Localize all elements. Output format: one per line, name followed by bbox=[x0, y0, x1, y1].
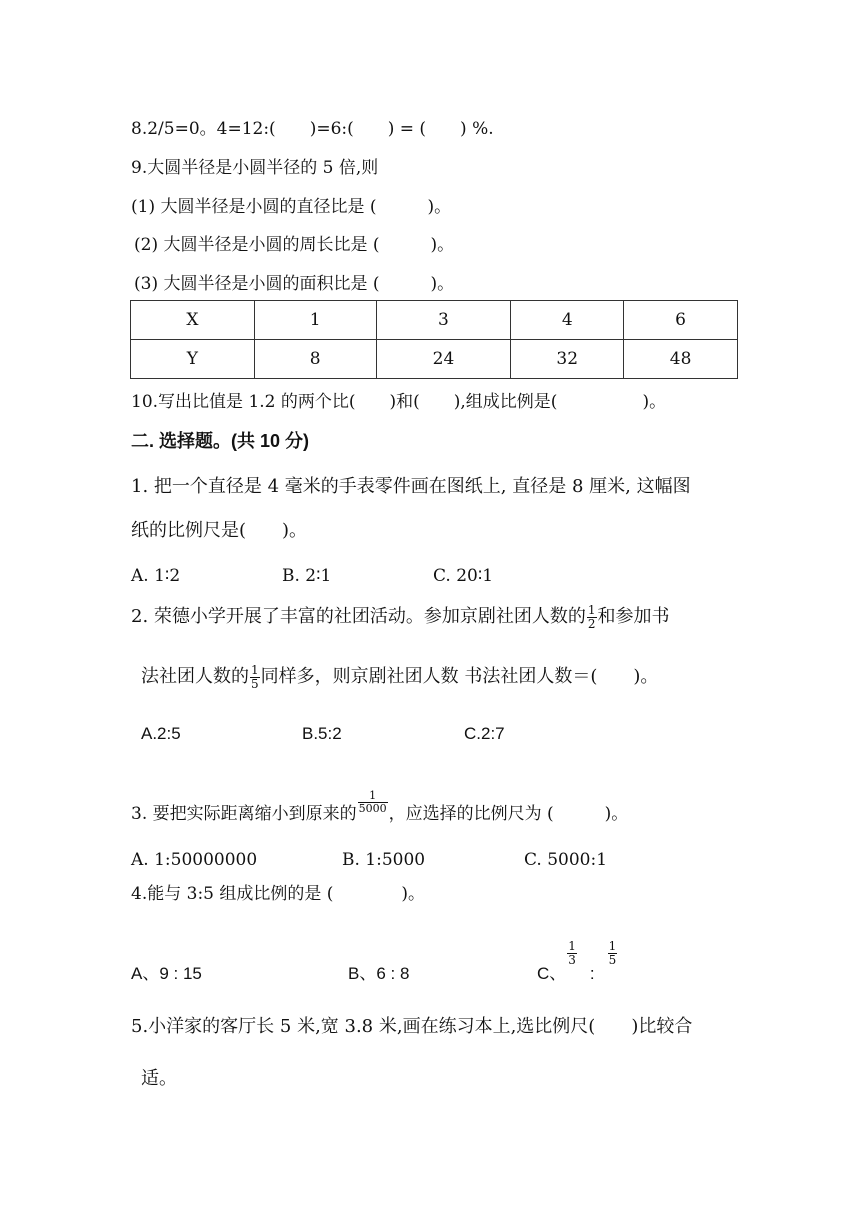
fraction-denominator: 5 bbox=[251, 676, 259, 691]
fraction-numerator: 1 bbox=[568, 939, 576, 953]
question-9-sub-3: (3) 大圆半径是小圆的面积比是 ( )。 bbox=[134, 274, 455, 294]
option-c-label: C、 bbox=[537, 964, 567, 983]
question-9-intro: 9.大圆半径是小圆半径的 5 倍,则 bbox=[131, 158, 379, 178]
table-row bbox=[131, 340, 738, 379]
xy-table bbox=[130, 300, 738, 379]
fraction-numerator: 1 bbox=[587, 603, 596, 617]
fraction bbox=[250, 664, 260, 690]
table-cell: 3 bbox=[376, 301, 511, 340]
fraction-denominator: 2 bbox=[587, 616, 596, 631]
section-heading: 二. 选择题。(共 10 分) bbox=[131, 431, 310, 451]
fraction-numerator: 1 bbox=[608, 939, 617, 953]
choice-3-option-b: B. 1:5000 bbox=[342, 850, 426, 870]
fraction bbox=[358, 790, 388, 814]
choice-2-text-post: 同样多，则京剧社团人数 书法社团人数＝( )。 bbox=[260, 666, 659, 688]
table-cell: 8 bbox=[254, 340, 376, 379]
choice-2-text-pre: 法社团人数的 bbox=[141, 666, 249, 688]
table-cell: 1 bbox=[254, 301, 376, 340]
fraction-denominator: 3 bbox=[568, 952, 576, 967]
choice-1-line-1: 1. 把一个直径是 4 毫米的手表零件画在图纸上, 直径是 8 厘米, 这幅图 bbox=[131, 476, 691, 497]
choice-3-text-pre: 3. 要把实际距离缩小到原来的 bbox=[131, 804, 357, 824]
choice-3-text-post: ，应选择的比例尺为 ( )。 bbox=[388, 804, 629, 824]
choice-3-option-a: A. 1:50000000 bbox=[131, 850, 258, 870]
choice-1-line-2: 纸的比例尺是( )。 bbox=[131, 520, 308, 541]
table-cell: 32 bbox=[511, 340, 624, 379]
choice-4-option-b: B、6 : 8 bbox=[348, 964, 410, 983]
choice-2-text-pre: 2. 荣德小学开展了丰富的社团活动。参加京剧社团人数的 bbox=[131, 606, 586, 628]
question-9-sub-2: (2) 大圆半径是小圆的周长比是 ( )。 bbox=[134, 235, 455, 255]
question-9-sub-1: (1) 大圆半径是小圆的直径比是 ( )。 bbox=[131, 197, 452, 217]
choice-2-option-a: A.2:5 bbox=[141, 724, 181, 743]
choice-2-line-2 bbox=[141, 664, 658, 690]
ratio-colon: : bbox=[589, 964, 595, 983]
choice-1-option-c: C. 20∶1 bbox=[433, 566, 494, 586]
question-10: 10.写出比值是 1.2 的两个比( )和( ),组成比例是( )。 bbox=[131, 392, 667, 412]
table-cell: Y bbox=[131, 340, 255, 379]
fraction bbox=[587, 604, 597, 630]
choice-2-option-b: B.5:2 bbox=[302, 724, 342, 743]
choice-4-text: 4.能与 3:5 组成比例的是 ( )。 bbox=[131, 884, 426, 904]
fraction-numerator: 1 bbox=[358, 790, 388, 803]
fraction-numerator: 1 bbox=[251, 663, 259, 677]
choice-3-option-c: C. 5000:1 bbox=[524, 850, 608, 870]
choice-2-text-post: 和参加书 bbox=[597, 606, 670, 628]
fraction bbox=[608, 940, 618, 966]
fraction bbox=[567, 940, 577, 966]
fraction-denominator: 5000 bbox=[358, 801, 387, 815]
choice-3-text bbox=[131, 789, 629, 824]
table-row bbox=[131, 301, 738, 340]
choice-1-option-a: A. 1∶2 bbox=[131, 566, 181, 586]
fraction-denominator: 5 bbox=[608, 952, 617, 967]
choice-2-line-1 bbox=[131, 604, 670, 630]
table-cell: 6 bbox=[624, 301, 738, 340]
table-cell: 4 bbox=[511, 301, 624, 340]
table-cell: 24 bbox=[376, 340, 511, 379]
choice-4-option-c bbox=[537, 939, 618, 983]
choice-5-line-2: 适。 bbox=[141, 1068, 177, 1089]
question-8: 8.2/5=0。4=12:( )=6:( ) = ( ) %. bbox=[131, 119, 494, 139]
table-cell: 48 bbox=[624, 340, 738, 379]
table-cell: X bbox=[131, 301, 255, 340]
choice-2-option-c: C.2:7 bbox=[464, 724, 505, 743]
choice-4-option-a: A、9 : 15 bbox=[131, 964, 202, 983]
choice-5-line-1: 5.小洋家的客厅长 5 米,宽 3.8 米,画在练习本上,选比例尺( )比较合 bbox=[131, 1016, 693, 1037]
choice-1-option-b: B. 2∶1 bbox=[282, 566, 332, 586]
